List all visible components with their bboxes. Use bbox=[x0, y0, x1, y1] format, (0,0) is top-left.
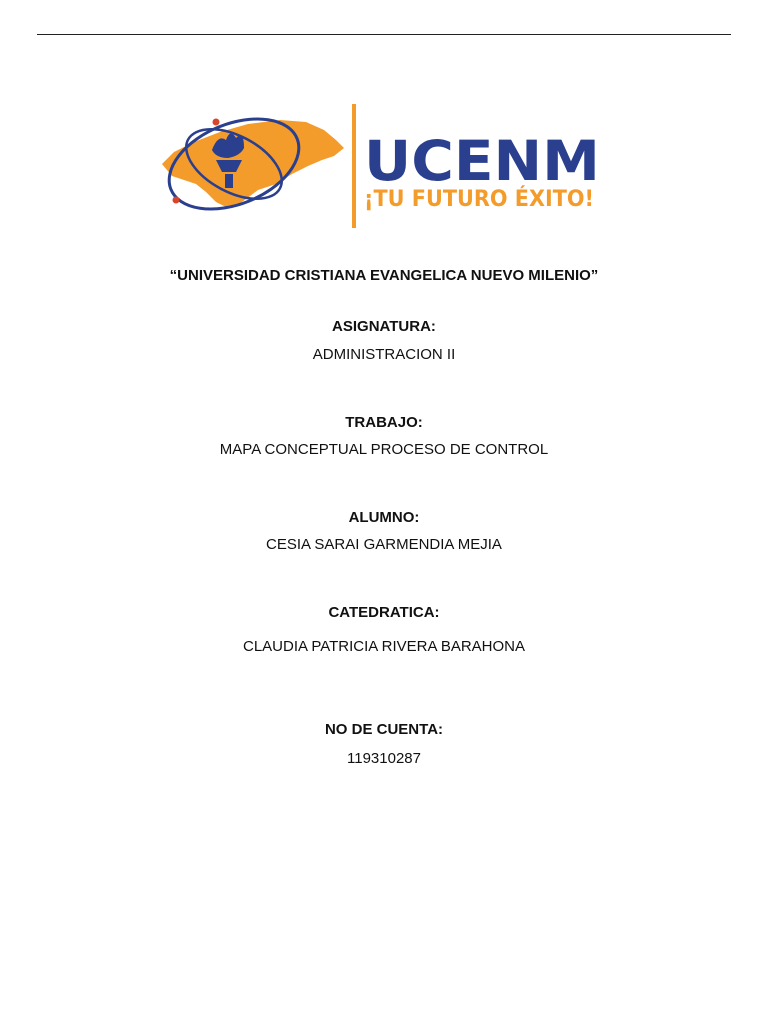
professor-value: CLAUDIA PATRICIA RIVERA BARAHONA bbox=[242, 638, 526, 655]
ucenm-logo bbox=[150, 98, 610, 234]
honduras-map-icon bbox=[162, 120, 344, 208]
orbit-dot-icon bbox=[213, 119, 220, 126]
student-value: CESIA SARAI GARMENDIA MEJIA bbox=[266, 536, 502, 553]
student-label: ALUMNO: bbox=[348, 509, 420, 526]
university-name: “UNIVERSIDAD CRISTIANA EVANGELICA NUEVO MILENIO” bbox=[169, 267, 599, 284]
subject-label: ASIGNATURA: bbox=[332, 318, 436, 335]
account-number-label: NO DE CUENTA: bbox=[324, 721, 444, 738]
orbit-dot-icon bbox=[173, 197, 180, 204]
account-number-value: 119310287 bbox=[347, 750, 421, 767]
logo-divider bbox=[352, 104, 356, 228]
header-rule bbox=[37, 34, 731, 35]
professor-label: CATEDRATICA: bbox=[328, 604, 440, 621]
subject-value: ADMINISTRACION II bbox=[312, 346, 456, 363]
logo-slogan-text: ¡TU FUTURO ÉXITO! bbox=[364, 187, 608, 212]
assignment-value: MAPA CONCEPTUAL PROCESO DE CONTROL bbox=[219, 441, 549, 458]
assignment-label: TRABAJO: bbox=[345, 414, 423, 431]
logo-brand-text: UCENM bbox=[364, 129, 600, 193]
